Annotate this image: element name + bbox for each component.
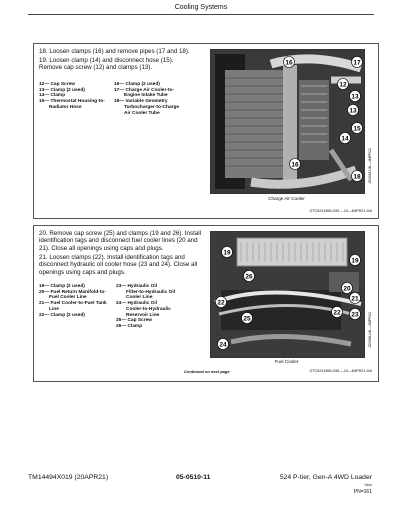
legend-item: 26— Clamp xyxy=(116,323,143,329)
legend-right-1 xyxy=(114,82,200,116)
legend-item: Filter-to-Hydraulic Oil xyxy=(126,289,176,295)
legend-item: Cooler Line xyxy=(126,295,153,301)
footer-machine: 524 P-tier, Gen-A 4WD Loader xyxy=(279,474,372,481)
legend-item: 12— Cap Screw xyxy=(39,82,75,87)
photo-id-1: JO0XM-UN—4MPR21 xyxy=(368,148,372,184)
footer-code: 0xxx xyxy=(364,483,372,487)
footer-page-code: 05-0510-11 xyxy=(176,474,211,481)
figure-caption-1: Charge Air Cooler xyxy=(268,196,305,201)
step-20: 20. Remove cap screw (25) and clamps (19 and 26). Install identification tags and disconnect fuel cooler lines (20 and 21). Close all openings using caps and plugs. xyxy=(39,230,201,252)
legend-item: 17— Charge Air Cooler-to- xyxy=(114,87,175,93)
figure-ref-1: OTO3241966×259 —19—4MPR21-A/6 xyxy=(309,209,372,213)
callout-24: 24 xyxy=(219,341,227,349)
charge-air-cooler-illustration xyxy=(211,50,364,193)
legend-item: 22— Clamp (2 used) xyxy=(39,312,85,318)
legend-item: 20— Fuel Return Manifold-to- xyxy=(39,289,106,295)
callout-14: 14 xyxy=(341,135,349,143)
legend-item: Line xyxy=(49,306,59,312)
legend-item: Reservoir Line xyxy=(126,312,160,318)
legend-item: Radiator Hose xyxy=(49,104,82,110)
fuel-cooler-photo xyxy=(210,231,365,358)
legend-item: 19— Clamp (2 used) xyxy=(39,284,85,289)
callout-26: 26 xyxy=(245,273,253,281)
legend-left-2 xyxy=(39,284,113,318)
legend-item: Turbocharger-to-Charge xyxy=(124,104,180,110)
callout-20: 20 xyxy=(343,285,351,293)
footer-pn: PN=161 xyxy=(353,489,372,495)
figure-ref-2: OTO3241966×258 —19—4MPR21-A/6 xyxy=(309,369,372,373)
callout-17: 17 xyxy=(353,59,361,67)
legend-item: 14— Clamp xyxy=(39,93,66,99)
legend-item: 23— Hydraulic Oil xyxy=(116,284,158,289)
legend-item: 16— Clamp (2 used) xyxy=(114,82,160,87)
legend-item: 18— Variable Geometry xyxy=(114,99,168,105)
footer-doc-id: TM14494X019 (20APR21) xyxy=(28,474,109,481)
callout-23: 23 xyxy=(351,311,359,319)
step-18: 18. Loosen clamps (16) and remove pipes (17 and 18). xyxy=(39,48,190,55)
callout-21: 21 xyxy=(351,295,359,303)
callout-19b: 19 xyxy=(351,257,359,265)
continued-note: Continued on next page xyxy=(184,369,230,374)
legend-right-2 xyxy=(116,284,202,330)
charge-air-cooler-photo xyxy=(210,49,365,194)
callout-15: 15 xyxy=(353,125,361,133)
callout-22a: 22 xyxy=(217,299,225,307)
callout-19a: 19 xyxy=(223,249,231,257)
legend-item: 21— Fuel Cooler-to-Fuel Tank xyxy=(39,301,107,307)
procedure-block-fuel-cooler xyxy=(33,225,379,382)
procedure-block-charge-air-cooler xyxy=(33,43,379,219)
callout-25: 25 xyxy=(243,315,251,323)
legend-item: 15— Thermostat Housing-to- xyxy=(39,99,105,105)
callout-13a: 13 xyxy=(351,93,359,101)
legend-item: Fuel Cooler Line xyxy=(49,295,87,301)
fuel-cooler-illustration xyxy=(211,232,364,357)
callout-12: 12 xyxy=(339,81,347,89)
legend-item: Air Cooler Tube xyxy=(124,110,160,116)
legend-left-1 xyxy=(39,82,111,111)
callout-16b: 16 xyxy=(291,161,299,169)
legend-item: Cooler-to-Hydraulic xyxy=(126,306,171,312)
figure-caption-2: Fuel Cooler xyxy=(274,359,299,364)
callout-13b: 13 xyxy=(349,107,357,115)
callout-16a: 16 xyxy=(285,59,293,67)
step-19: 19. Loosen clamp (14) and disconnect hose (15). Remove cap screw (12) and clamps (13). xyxy=(39,57,174,72)
callout-18: 18 xyxy=(353,173,361,181)
page-header: Cooling Systems xyxy=(174,4,228,11)
photo-id-2: JO0XM-UN—4MPR21 xyxy=(368,312,372,348)
header-rule xyxy=(28,14,374,15)
callout-22b: 22 xyxy=(333,309,341,317)
legend-item: 25— Cap Screw xyxy=(116,318,152,324)
legend-item: 24— Hydraulic Oil xyxy=(116,301,158,307)
legend-item: 13— Clamp (2 used) xyxy=(39,87,85,93)
step-21: 21. Loosen clamps (22). Install identification tags and disconnect hydraulic oil cooler hose (23 and 24). Close all openings using caps and plugs. xyxy=(39,254,198,276)
legend-item: Engine Intake Tube xyxy=(124,93,168,99)
